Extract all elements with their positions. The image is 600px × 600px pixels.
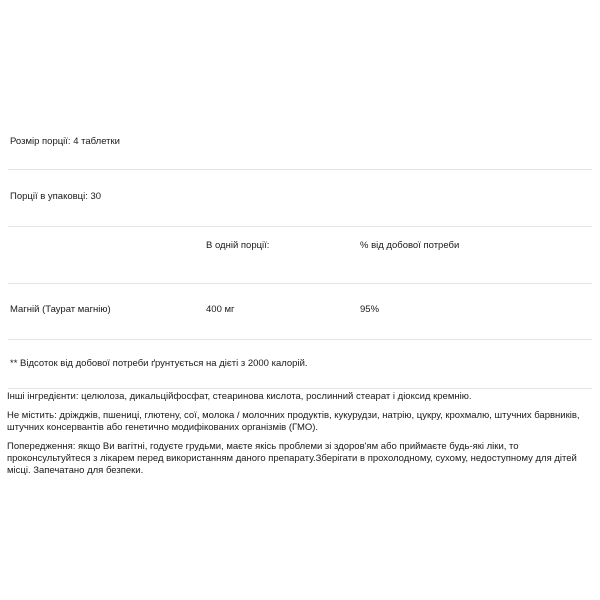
serving-size-row	[8, 115, 592, 170]
product-notes	[7, 391, 595, 484]
nutrient-row	[8, 284, 592, 340]
footnote-row	[8, 340, 592, 389]
daily-value-header: % від добової потреби	[360, 240, 460, 251]
footnote-text: ** Відсоток від добової потреби ґрунтується на дієті з 2000 калорій.	[10, 358, 308, 369]
nutrient-daily-value: 95%	[360, 304, 380, 315]
does-not-contain-text: Не містить: дріжджів, пшениці, глютену, сої, молока / молочних продуктів, кукурудзи, натрію, цукру, крохмалю, штучних барвників, штучних консервантів або генетично модифікованих організмів (ГМО).	[7, 410, 580, 433]
servings-per-container-label: Порції в упаковці: 30	[10, 191, 102, 202]
nutrient-amount: 400 мг	[206, 304, 235, 315]
warning-text: Попередження: якщо Ви вагітні, годуєте грудьми, маєте якісь проблеми зі здоров'ям або приймаєте будь-які ліки, то проконсультуйтеся з лікарем перед використанням даного препарату.Зберігати в прохолодному, сухому, недоступному для дітей місці. Запечатано для безпеки.	[7, 441, 577, 476]
table-header-row	[8, 227, 592, 284]
nutrient-name: Магній (Таурат магнію)	[10, 304, 111, 315]
other-ingredients-text: Інші інгредієнти: целюлоза, дикальційфосфат, стеаринова кислота, рослинний стеарат і діоксид кремнію.	[7, 391, 472, 402]
supplement-facts-table	[8, 115, 592, 389]
serving-size-label: Розмір порції: 4 таблетки	[10, 136, 120, 147]
servings-per-container-row	[8, 170, 592, 227]
per-serving-header: В одній порції:	[206, 240, 270, 251]
